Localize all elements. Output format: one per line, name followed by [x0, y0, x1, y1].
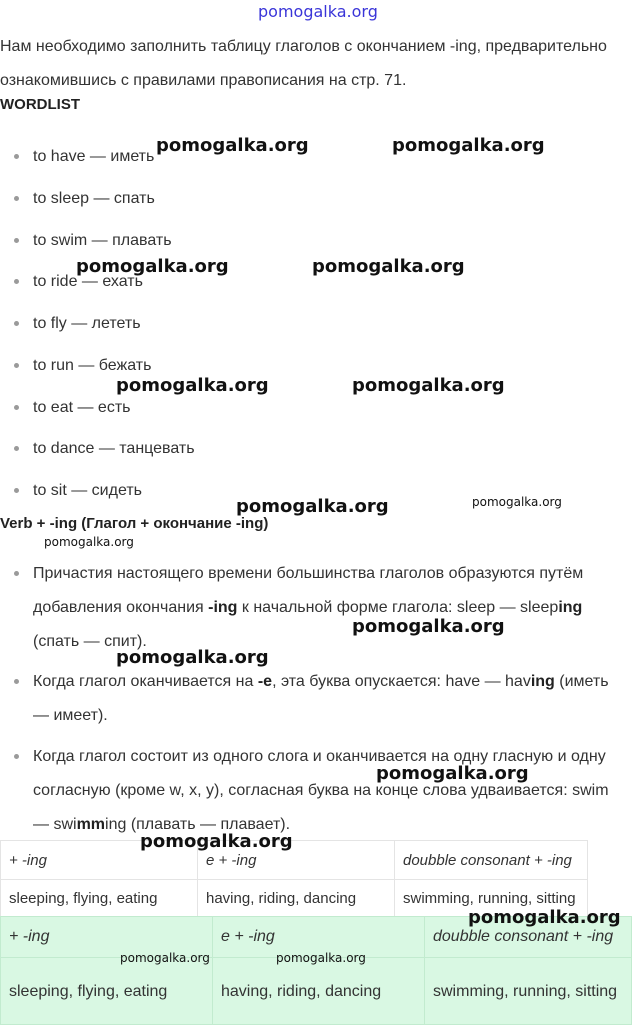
table-header-cell: doubble consonant + -ing — [395, 841, 588, 880]
table-header-cell: + -ing — [1, 841, 198, 880]
list-item — [14, 188, 155, 210]
list-item — [14, 146, 154, 168]
table-cell: swimming, running, sitting — [425, 958, 632, 1025]
bullet-icon — [14, 679, 19, 684]
list-item — [14, 397, 130, 419]
bullet-icon — [14, 154, 19, 159]
bullet-icon — [14, 754, 19, 759]
table-cell: having, riding, dancing — [198, 880, 395, 917]
rule-text: Причастия настоящего времени большинства глаголов образуются путём добавления окончания -ing к начальной форме глагола: sleep — sleeping (спать — спит). — [33, 565, 584, 650]
bullet-icon — [14, 405, 19, 410]
list-item-text: to sleep — спать — [33, 190, 155, 207]
header-site-link[interactable]: pomogalka.org — [258, 2, 378, 21]
list-item-text: to have — иметь — [33, 148, 155, 165]
list-item — [14, 313, 141, 335]
watermark: pomogalka.org — [376, 763, 529, 784]
bullet-icon — [14, 363, 19, 368]
ing-table-highlighted — [0, 916, 632, 1025]
table-cell: having, riding, dancing — [213, 958, 425, 1025]
list-item-text: to sit — сидеть — [33, 482, 142, 499]
list-item-text: to dance — танцевать — [33, 440, 195, 457]
table-header-cell: e + -ing — [198, 841, 395, 880]
rule-item — [14, 665, 626, 733]
table-header-cell: + -ing — [1, 917, 213, 958]
list-item — [14, 438, 195, 460]
list-item-text: to ride — ехать — [33, 273, 143, 290]
watermark: pomogalka.org — [352, 375, 505, 396]
list-item — [14, 355, 151, 377]
watermark: pomogalka.org — [140, 831, 293, 852]
list-item-text: to fly — лететь — [33, 315, 141, 332]
bullet-icon — [14, 196, 19, 201]
bullet-icon — [14, 571, 19, 576]
watermark: pomogalka.org — [156, 135, 309, 156]
bullet-icon — [14, 321, 19, 326]
table-row — [1, 958, 632, 1025]
watermark: pomogalka.org — [44, 535, 134, 549]
watermark: pomogalka.org — [116, 375, 269, 396]
bullet-icon — [14, 279, 19, 284]
list-item-text: to eat — есть — [33, 399, 131, 416]
rule-item — [14, 740, 626, 842]
watermark: pomogalka.org — [76, 256, 229, 277]
rule-text: Когда глагол оканчивается на -e, эта буква опускается: have — having (иметь — имеет). — [33, 673, 609, 724]
wordlist-title: WORDLIST — [0, 96, 80, 113]
rule-item — [14, 557, 626, 659]
table-cell: sleeping, flying, eating — [1, 880, 198, 917]
watermark: pomogalka.org — [236, 496, 389, 517]
rule-text: Когда глагол состоит из одного слога и оканчивается на одну гласную и одну согласную (кроме w, x, y), согласная буква на конце слова удваивается: swim — swimming (плавать — плавает). — [33, 748, 609, 833]
intro-paragraph: Нам необходимо заполнить таблицу глаголов с окончанием -ing, предварительно ознакомившись с правилами правописания на стр. 71. — [0, 38, 607, 89]
table-header-cell: e + -ing — [213, 917, 425, 958]
watermark: pomogalka.org — [120, 951, 210, 965]
table-cell: sleeping, flying, eating — [1, 958, 213, 1025]
watermark: pomogalka.org — [312, 256, 465, 277]
table-header-cell: doubble consonant + -ing — [425, 917, 632, 958]
watermark: pomogalka.org — [392, 135, 545, 156]
watermark: pomogalka.org — [352, 616, 505, 637]
watermark: pomogalka.org — [468, 907, 621, 928]
table-header-row — [1, 841, 588, 880]
watermark: pomogalka.org — [116, 647, 269, 668]
bullet-icon — [14, 238, 19, 243]
list-item — [14, 230, 172, 252]
list-item-text: to swim — плавать — [33, 232, 172, 249]
bullet-icon — [14, 488, 19, 493]
watermark: pomogalka.org — [472, 495, 562, 509]
ing-table — [0, 840, 588, 917]
list-item — [14, 480, 142, 502]
bullet-icon — [14, 446, 19, 451]
table-cell: swimming, running, sitting — [395, 880, 588, 917]
list-item-text: to run — бежать — [33, 357, 152, 374]
rules-title: Verb + -ing (Глагол + окончание -ing) — [0, 515, 269, 532]
watermark: pomogalka.org — [276, 951, 366, 965]
